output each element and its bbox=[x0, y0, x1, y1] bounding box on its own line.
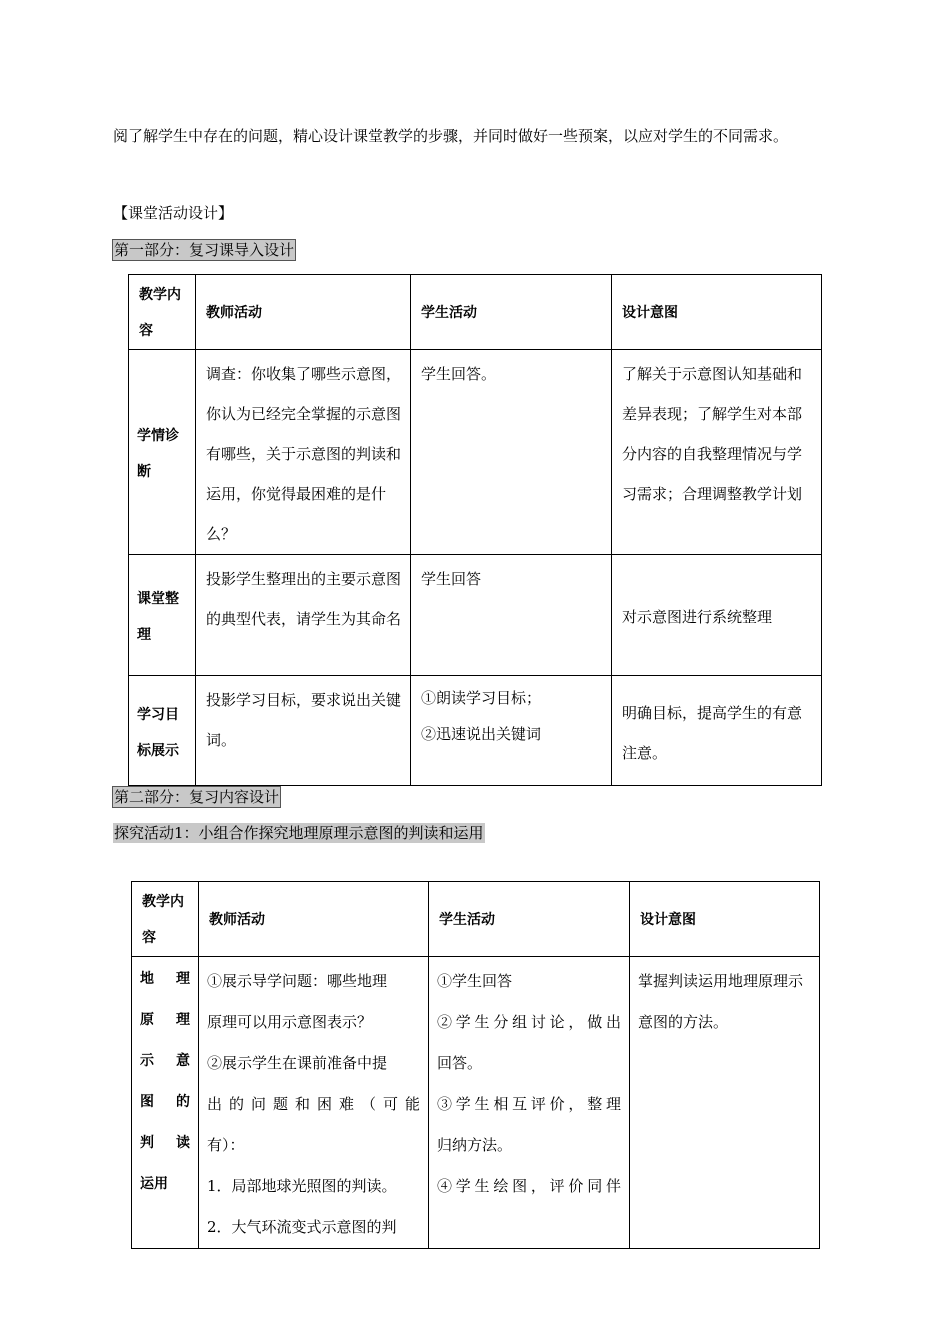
row-teacher-activity: 调查：你收集了哪些示意图，你认为已经完全掌握的示意图有哪些，关于示意图的判读和运用，你觉得最困难的是什么？ bbox=[196, 350, 411, 555]
activity-design-heading: 【课堂活动设计】 bbox=[113, 204, 234, 222]
content-line: 示意 bbox=[140, 1053, 190, 1069]
header-intent: 设计意图 bbox=[630, 882, 820, 957]
header-content: 教学内容 bbox=[132, 882, 199, 957]
student-line: 归纳方法。 bbox=[437, 1136, 513, 1154]
row-design-intent: 了解关于示意图认知基础和差异表现；了解学生对本部分内容的自我整理情况与学习需求；合理调整教学计划 bbox=[612, 350, 822, 555]
row-content-label: 学情诊断 bbox=[129, 350, 196, 555]
part2-table bbox=[131, 881, 820, 1249]
part1-title: 第一部分：复习课导入设计 bbox=[114, 241, 295, 259]
row-content-label bbox=[132, 957, 199, 1249]
teacher-line: 1．局部地球光照图的判读。 bbox=[207, 1177, 397, 1195]
teacher-line: 原理可以用示意图表示？ bbox=[207, 1013, 373, 1031]
table-row bbox=[129, 350, 822, 555]
row-design-intent: 对示意图进行系统整理 bbox=[612, 555, 822, 676]
student-line: ③学生相互评价，整理 bbox=[437, 1095, 621, 1113]
table-row bbox=[132, 957, 820, 1249]
content-line: 判读 bbox=[140, 1135, 190, 1151]
student-line: ①学生回答 bbox=[437, 972, 513, 990]
teacher-line: 有）： bbox=[207, 1136, 245, 1154]
header-intent: 设计意图 bbox=[612, 275, 822, 350]
header-student: 学生活动 bbox=[411, 275, 612, 350]
row-content-label: 课堂整理 bbox=[129, 555, 196, 676]
content-line: 地理 bbox=[140, 971, 190, 987]
row-content-label: 学习目标展示 bbox=[129, 676, 196, 786]
row-design-intent: 明确目标，提高学生的有意注意。 bbox=[612, 676, 822, 786]
student-line: ②学生分组讨论，做出 bbox=[437, 1013, 621, 1031]
table-row bbox=[129, 555, 822, 676]
row-teacher-activity: 投影学生整理出的主要示意图的典型代表，请学生为其命名 bbox=[196, 555, 411, 676]
activity1-title: 探究活动1：小组合作探究地理原理示意图的判读和运用 bbox=[114, 824, 484, 842]
row-student-activity bbox=[411, 676, 612, 786]
header-content: 教学内容 bbox=[129, 275, 196, 350]
header-student: 学生活动 bbox=[429, 882, 630, 957]
student-line: 回答。 bbox=[437, 1054, 483, 1072]
student-step: ①朗读学习目标； bbox=[421, 689, 542, 707]
table-header-row bbox=[132, 882, 820, 957]
table-row bbox=[129, 676, 822, 786]
student-line: ④学生绘图，评价同伴 bbox=[437, 1177, 621, 1195]
part1-table bbox=[128, 274, 822, 786]
content-line: 图的 bbox=[140, 1094, 190, 1110]
teacher-line: 出的问题和困难（可能 bbox=[207, 1095, 420, 1113]
student-step: ②迅速说出关键词 bbox=[421, 725, 542, 743]
row-student-activity: 学生回答 bbox=[411, 555, 612, 676]
row-student-activity bbox=[429, 957, 630, 1249]
teacher-line: ①展示导学问题：哪些地理 bbox=[207, 972, 388, 990]
row-design-intent: 掌握判读运用地理原理示意图的方法。 bbox=[630, 957, 820, 1249]
row-teacher-activity bbox=[199, 957, 429, 1249]
teacher-line: 2．大气环流变式示意图的判 bbox=[207, 1218, 397, 1236]
content-line: 原理 bbox=[140, 1012, 190, 1028]
content-line: 运用 bbox=[140, 1176, 168, 1192]
row-student-activity: 学生回答。 bbox=[411, 350, 612, 555]
header-teacher: 教师活动 bbox=[196, 275, 411, 350]
row-teacher-activity: 投影学习目标，要求说出关键词。 bbox=[196, 676, 411, 786]
header-teacher: 教师活动 bbox=[199, 882, 429, 957]
part2-title: 第二部分：复习内容设计 bbox=[114, 788, 280, 806]
intro-paragraph: 阅了解学生中存在的问题，精心设计课堂教学的步骤，并同时做好一些预案，以应对学生的不同需求。 bbox=[113, 127, 789, 145]
table-header-row bbox=[129, 275, 822, 350]
teacher-line: ②展示学生在课前准备中提 bbox=[207, 1054, 388, 1072]
